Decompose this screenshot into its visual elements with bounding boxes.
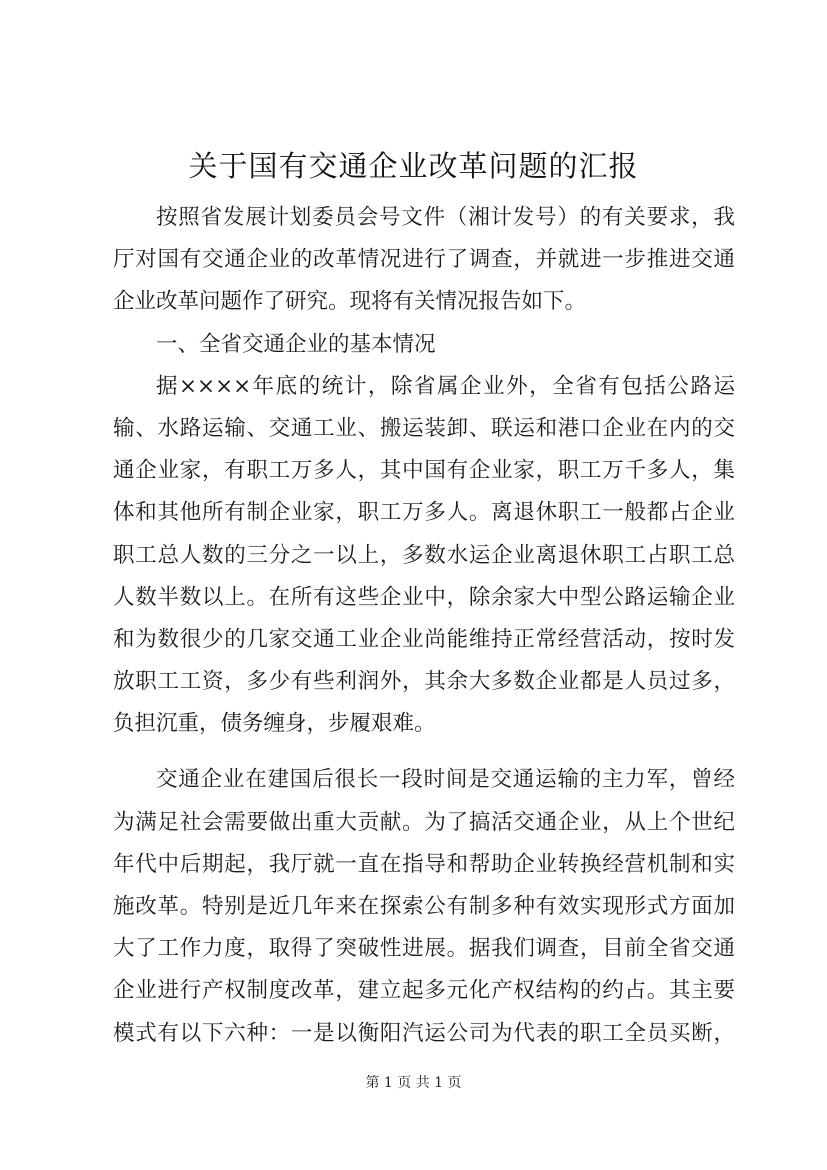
paragraph-line: 施改革。特别是近几年来在探索公有制多种有效实现形式方面加 [113,894,735,919]
paragraph-line: 职工总人数的三分之一以上，多数水运企业离退休职工占职工总 [113,542,735,568]
document-body [113,197,735,1055]
paragraph-line: 人数半数以上。在所有这些企业中，除余家大中型公路运输企业 [113,584,735,610]
paragraph-line: 据××××年底的统计，除省属企业外，全省有包括公路运 [156,373,735,399]
paragraph-line: 年代中后期起，我厅就一直在指导和帮助企业转换经营机制和实 [113,851,735,877]
paragraph-line: 交通企业在建国后很长一段时间是交通运输的主力军，曾经 [156,767,735,793]
paragraph-line: 企业进行产权制度改革，建立起多元化产权结构的约占。其主要 [113,978,735,1004]
paragraph-line: 输、水路运输、交通工业、搬运装卸、联运和港口企业在内的交 [113,415,735,441]
paragraph-line: 厅对国有交通企业的改革情况进行了调查，并就进一步推进交通 [113,247,735,273]
paragraph-line: 按照省发展计划委员会号文件（湘计发号）的有关要求，我 [156,205,735,230]
paragraph-line: 和为数很少的几家交通工业企业尚能维持正常经营活动，按时发 [113,626,735,652]
paragraph-line: 企业改革问题作了研究。现将有关情况报告如下。 [113,289,587,315]
paragraph-line: 为满足社会需要做出重大贡献。为了搞活交通企业，从上个世纪 [113,809,735,835]
section-heading: 一、全省交通企业的基本情况 [156,331,436,357]
paragraph-line: 通企业家，有职工万多人，其中国有企业家，职工万千多人，集 [113,458,735,484]
paragraph-line: 模式有以下六种：一是以衡阳汽运公司为代表的职工全员买断， [113,1020,735,1046]
document-title: 关于国有交通企业改革问题的汇报 [188,149,639,183]
paragraph-line: 放职工工资，多少有些利润外，其余大多数企业都是人员过多， [113,669,735,695]
paragraph-line: 负担沉重，债务缠身，步履艰难。 [113,711,436,737]
paragraph-line: 大了工作力度，取得了突破性进展。据我们调查，目前全省交通 [113,936,735,962]
page-number-footer: 第 1 页 共 1 页 [365,1075,462,1091]
paragraph-line: 体和其他所有制企业家，职工万多人。离退休职工一般都占企业 [113,500,735,526]
